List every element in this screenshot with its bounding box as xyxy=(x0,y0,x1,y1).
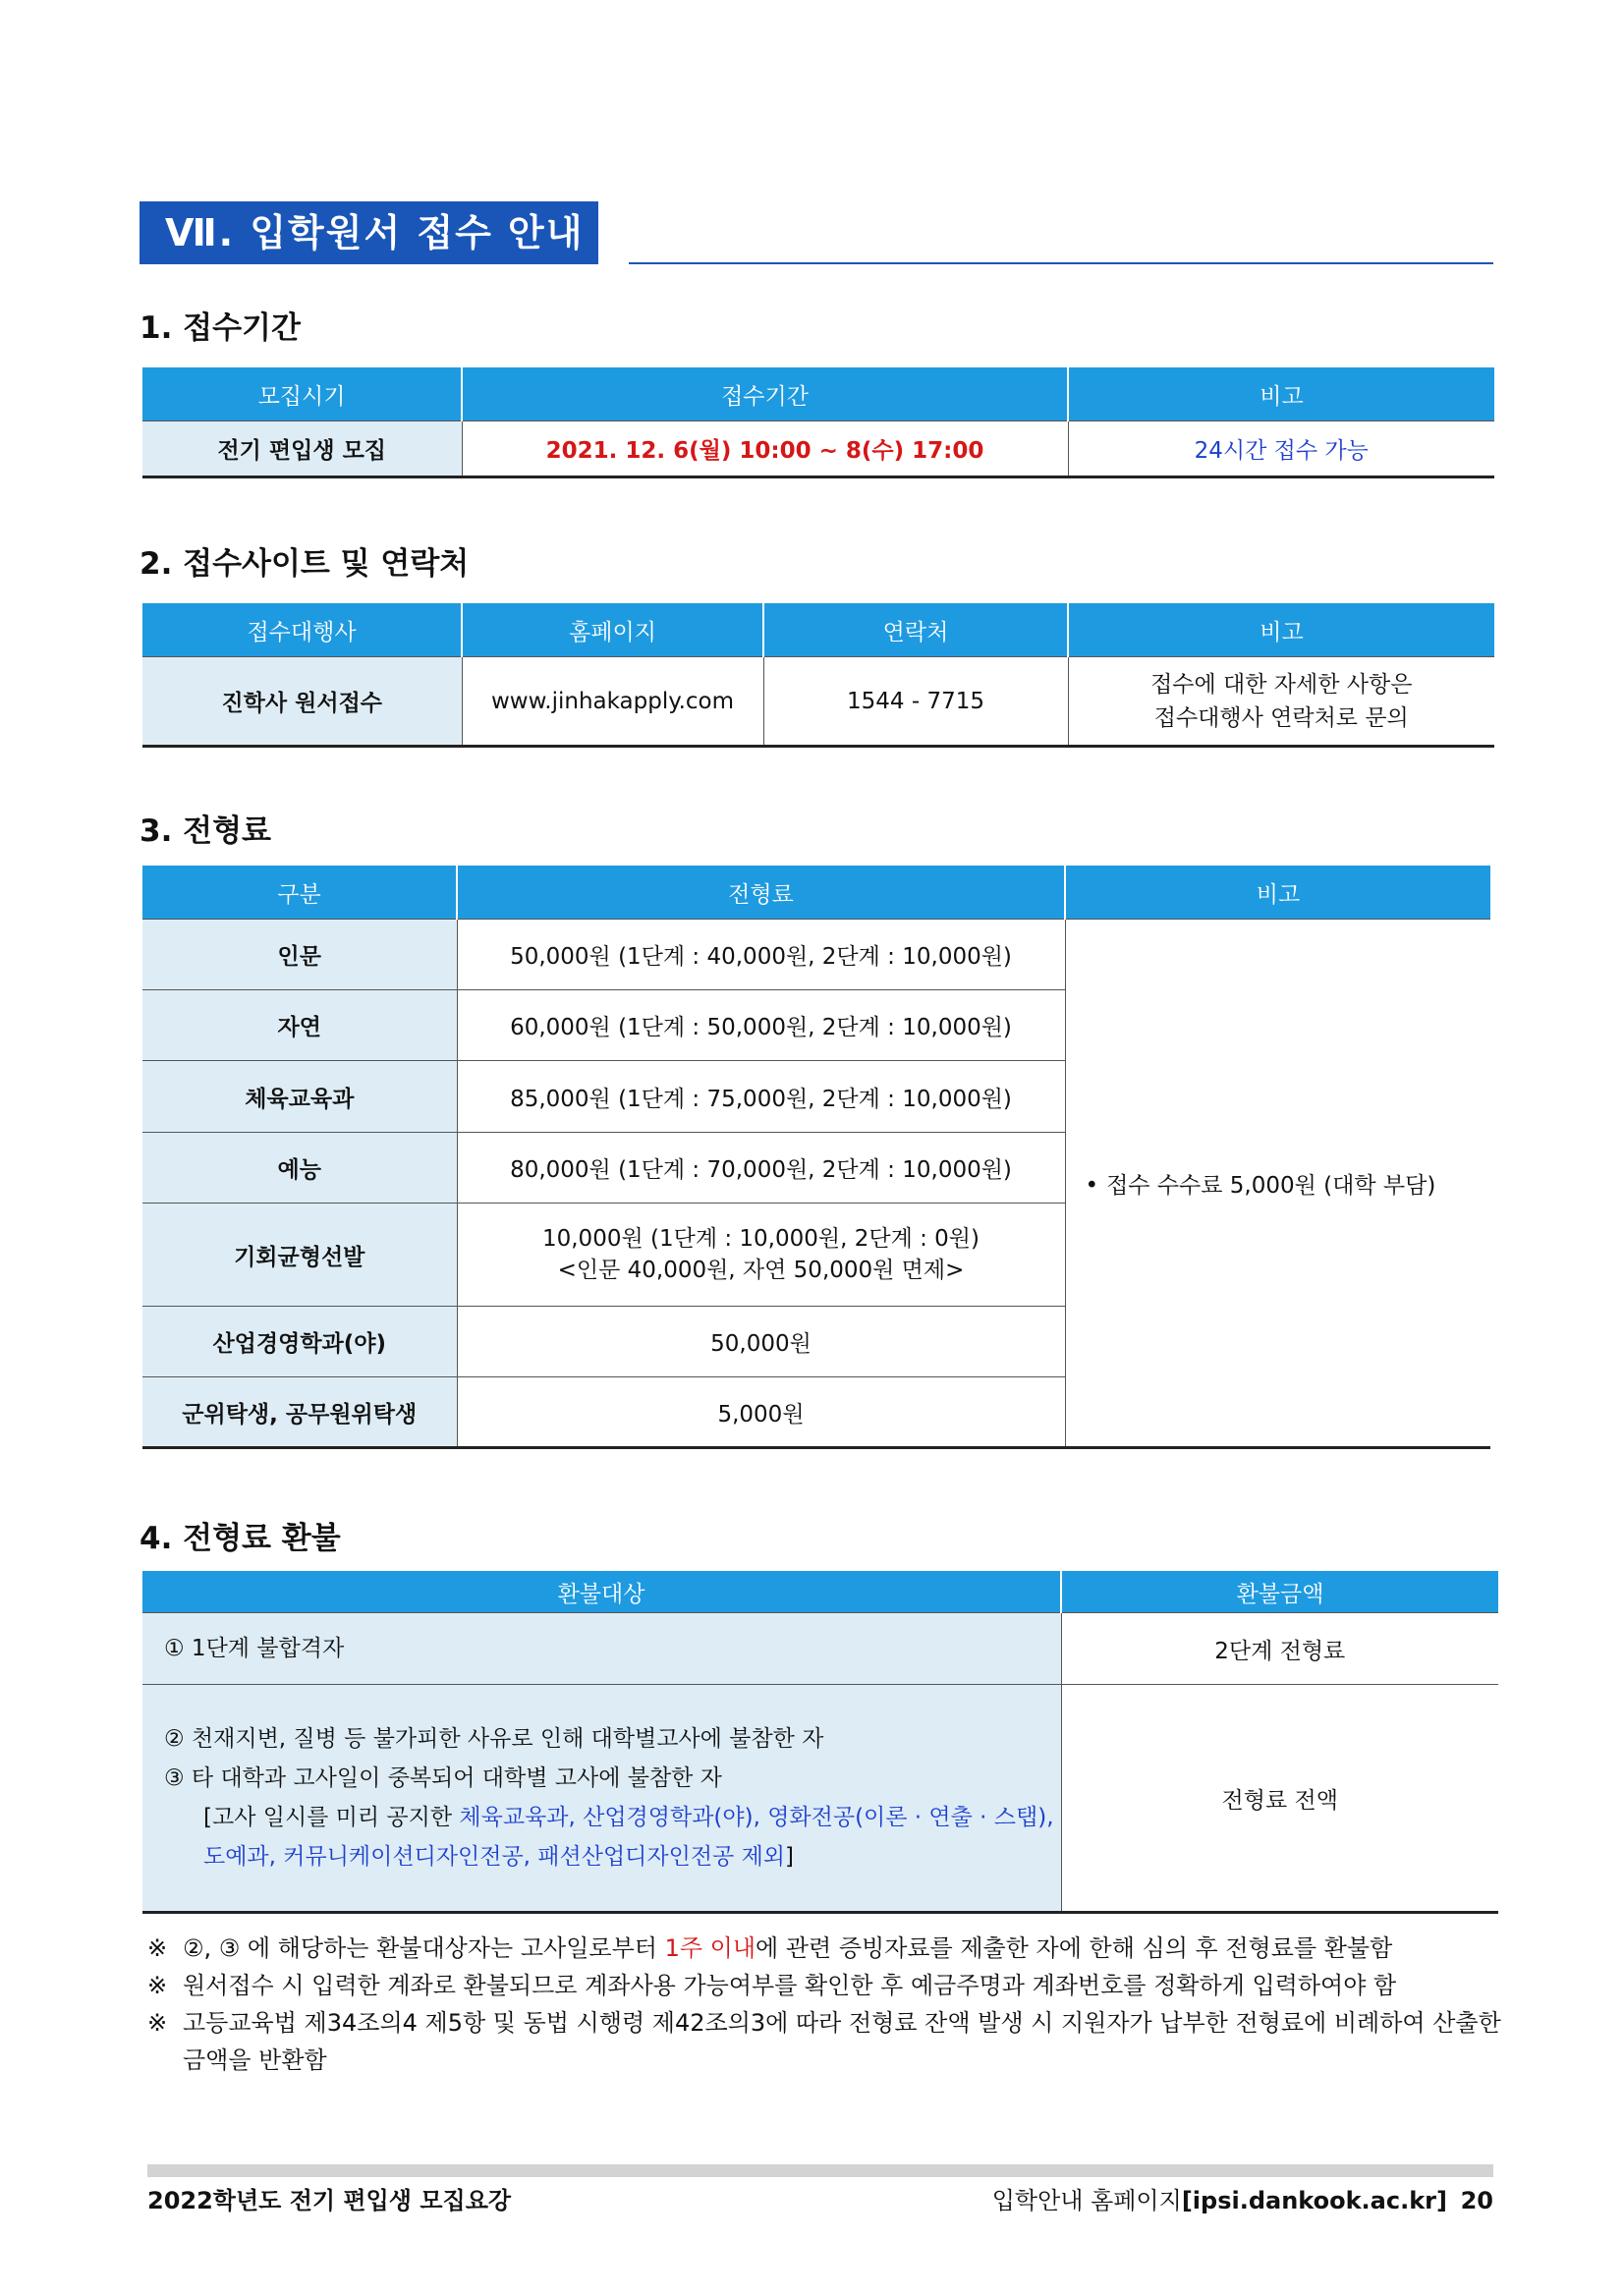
footer-right xyxy=(992,2181,1493,2215)
page-number: 20 xyxy=(1460,2187,1493,2214)
table-header: 비고 xyxy=(1065,866,1490,920)
table-row xyxy=(142,920,1490,990)
bullet-icon: • xyxy=(1085,1172,1099,1199)
table-header-row xyxy=(142,603,1494,657)
refund-exclusion: 체육교육과, 산업경영학과(야), 영화전공(이론 · 연출 · 스탭), xyxy=(459,1805,1054,1830)
table-header: 접수기간 xyxy=(462,367,1068,421)
contact-note-line: 접수에 대한 자세한 사항은 xyxy=(1150,671,1413,698)
row-label: 전기 편입생 모집 xyxy=(142,421,462,477)
fee-value: 50,000원 xyxy=(457,1307,1065,1377)
period-value: 2021. 12. 6(월) 10:00 ~ 8(수) 17:00 xyxy=(462,421,1068,477)
fee-note-text: 접수 수수료 5,000원 (대학 부담) xyxy=(1106,1172,1436,1199)
note-mark: ※ xyxy=(147,1972,168,1999)
fee-value: 80,000원 (1단계 : 70,000원, 2단계 : 10,000원) xyxy=(457,1133,1065,1204)
note-item xyxy=(147,2042,1503,2079)
note-mark: ※ xyxy=(147,1934,168,1962)
fee-value: 60,000원 (1단계 : 50,000원, 2단계 : 10,000원) xyxy=(457,990,1065,1061)
fee-table xyxy=(142,866,1490,1449)
table-header: 연락처 xyxy=(763,603,1068,657)
refund-amount: 2단계 전형료 xyxy=(1061,1613,1498,1685)
refund-line xyxy=(164,1837,1061,1876)
fee-value: 50,000원 (1단계 : 40,000원, 2단계 : 10,000원) xyxy=(457,920,1065,990)
contact-number: 1544 - 7715 xyxy=(763,657,1068,747)
table-row xyxy=(142,1685,1498,1913)
row-label: 산업경영학과(야) xyxy=(142,1307,457,1377)
contact-note-line: 접수대행사 연락처로 문의 xyxy=(1153,704,1409,731)
section-title-4: 4. 전형료 환불 xyxy=(140,1521,341,1556)
table-header: 구분 xyxy=(142,866,457,920)
note-text: 고등교육법 제34조의4 제5항 및 동법 시행령 제42조의3에 따라 전형료 잔액 발생 시 지원자가 납부한 전형료에 비례하여 산출한 xyxy=(183,2009,1501,2037)
section-title-1: 1. 접수기간 xyxy=(140,310,301,346)
table-row xyxy=(142,421,1494,477)
table-header: 환불금액 xyxy=(1061,1571,1498,1613)
note-text: 에 관련 증빙자료를 제출한 자에 한해 심의 후 전형료를 환불함 xyxy=(756,1934,1393,1962)
refund-amount: 전형료 전액 xyxy=(1061,1685,1498,1913)
contact-table xyxy=(142,603,1494,748)
footer-homepage-label: 입학안내 홈페이지 xyxy=(991,2187,1182,2214)
footer-url[interactable]: [ipsi.dankook.ac.kr] xyxy=(1181,2187,1447,2214)
refund-target: ① 1단계 불합격자 xyxy=(142,1613,1061,1685)
fee-line: 10,000원 (1단계 : 10,000원, 2단계 : 0원) xyxy=(541,1226,980,1252)
period-note: 24시간 접수 가능 xyxy=(1068,421,1494,477)
table-row xyxy=(142,657,1494,747)
row-label: 기회균형선발 xyxy=(142,1204,457,1307)
table-header: 모집시기 xyxy=(142,367,462,421)
section-title-3: 3. 전형료 xyxy=(140,813,271,849)
table-header: 환불대상 xyxy=(142,1571,1061,1613)
row-label: 자연 xyxy=(142,990,457,1061)
table-header: 비고 xyxy=(1068,603,1494,657)
refund-line: ③ 타 대학과 고사일이 중복되어 대학별 고사에 불참한 자 xyxy=(164,1765,722,1791)
note-highlight: 1주 이내 xyxy=(664,1934,756,1962)
refund-line: ② 천재지변, 질병 등 불가피한 사유로 인해 대학별고사에 불참한 자 xyxy=(164,1726,824,1752)
section-title-2: 2. 접수사이트 및 연락처 xyxy=(140,546,470,582)
refund-line-suffix: ] xyxy=(785,1844,794,1870)
footer-bar xyxy=(147,2164,1493,2177)
note-text: 원서접수 시 입력한 계좌로 환불되므로 계좌사용 가능여부를 확인한 후 예금주명과 계좌번호를 정확하게 입력하여야 함 xyxy=(183,1972,1397,1999)
refund-exclusion: 도예과, 커뮤니케이션디자인전공, 패션산업디자인전공 제외 xyxy=(203,1844,786,1870)
fee-line: <인문 40,000원, 자연 50,000원 면제> xyxy=(557,1258,965,1283)
homepage-link[interactable]: www.jinhakapply.com xyxy=(462,657,763,747)
refund-target xyxy=(142,1685,1061,1913)
refund-line-prefix: [고사 일시를 미리 공지한 xyxy=(203,1805,460,1830)
table-header: 접수대행사 xyxy=(142,603,462,657)
contact-note xyxy=(1068,657,1494,747)
notes xyxy=(147,1930,1503,2079)
note-mark: ※ xyxy=(147,2009,168,2037)
note-item xyxy=(147,1967,1503,2004)
row-label: 체육교육과 xyxy=(142,1061,457,1133)
fee-note xyxy=(1065,920,1490,1448)
period-table xyxy=(142,367,1494,478)
table-header-row xyxy=(142,866,1490,920)
refund-table xyxy=(142,1571,1498,1914)
table-header: 홈페이지 xyxy=(462,603,763,657)
chapter-title: Ⅶ. 입학원서 접수 안내 xyxy=(140,201,598,264)
chapter-divider xyxy=(629,262,1493,264)
fee-value xyxy=(457,1204,1065,1307)
footer-title: 2022학년도 전기 편입생 모집요강 xyxy=(147,2187,512,2214)
row-label: 진학사 원서접수 xyxy=(142,657,462,747)
row-label: 예능 xyxy=(142,1133,457,1204)
row-label: 인문 xyxy=(142,920,457,990)
refund-line xyxy=(164,1798,1061,1837)
table-row xyxy=(142,1613,1498,1685)
note-text: 금액을 반환함 xyxy=(183,2046,327,2074)
fee-value: 85,000원 (1단계 : 75,000원, 2단계 : 10,000원) xyxy=(457,1061,1065,1133)
table-header: 비고 xyxy=(1068,367,1494,421)
note-item xyxy=(147,1930,1503,1967)
table-header: 전형료 xyxy=(457,866,1065,920)
table-header-row xyxy=(142,367,1494,421)
table-header-row xyxy=(142,1571,1498,1613)
fee-value: 5,000원 xyxy=(457,1377,1065,1448)
note-text: ②, ③ 에 해당하는 환불대상자는 고사일로부터 xyxy=(183,1934,665,1962)
note-item xyxy=(147,2004,1503,2042)
row-label: 군위탁생, 공무원위탁생 xyxy=(142,1377,457,1448)
